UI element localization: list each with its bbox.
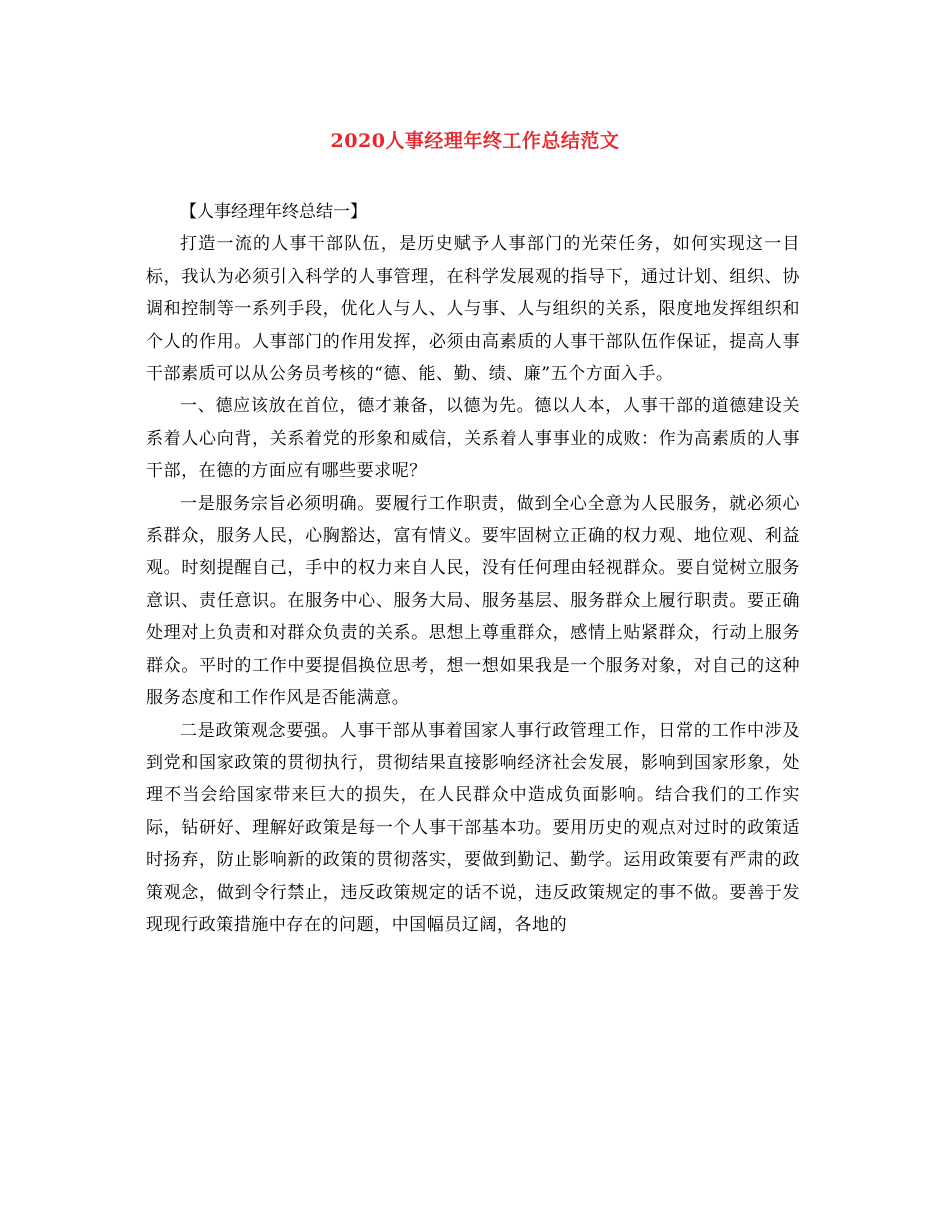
paragraph: 一是服务宗旨必须明确。要履行工作职责，做到全心全意为人民服务，就必须心系群众，服务人民，心胸豁达，富有情义。要牢固树立正确的权力观、地位观、利益观。时刻提醒自己，手中的权力来自人民，没有任何理由轻视群众。要自觉树立服务意识、责任意识。在服务中心、服务大局、服务基层、服务群众上履行职责。要正确处理对上负责和对群众负责的关系。思想上尊重群众，感情上贴紧群众，行动上服务群众。平时的工作中要提倡换位思考，想一想如果我是一个服务对象，对自己的这种服务态度和工作作风是否能满意。 [146,493,800,709]
paragraph: 一、德应该放在首位，德才兼备，以德为先。德以人本，人事干部的道德建设关系着人心向背，关系着党的形象和威信，关系着人事事业的成败：作为高素质的人事干部，在德的方面应有哪些要求呢？ [146,396,800,482]
paragraph: 打造一流的人事干部队伍，是历史赋予人事部门的光荣任务，如何实现这一目标，我认为必须引入科学的人事管理，在科学发展观的指导下，通过计划、组织、协调和控制等一系列手段，优化人与人、人与事、人与组织的关系，限度地发挥组织和个人的作用。人事部门的作用发挥，必须由高素质的人事干部队伍作保证，提高人事干部素质可以从公务员考核的“德、能、勤、绩、廉”五个方面入手。 [146,234,800,385]
document-title: 2020人事经理年终工作总结范文 [330,130,620,152]
section-heading: 【人事经理年终总结一】 [180,202,367,222]
document-body [146,196,800,941]
paragraph: 二是政策观念要强。人事干部从事着国家人事行政管理工作，日常的工作中涉及到党和国家政策的贯彻执行，贯彻结果直接影响经济社会发展，影响到国家形象，处理不当会给国家带来巨大的损失，在人民群众中造成负面影响。结合我们的工作实际，钻研好、理解好政策是每一个人事干部基本功。要用历史的观点对过时的政策适时扬弃，防止影响新的政策的贯彻落实，要做到勤记、勤学。运用政策要有严肃的政策观念，做到令行禁止，违反政策规定的话不说，违反政策规定的事不做。要善于发现现行政策措施中存在的问题，中国幅员辽阔，各地的 [146,720,800,935]
